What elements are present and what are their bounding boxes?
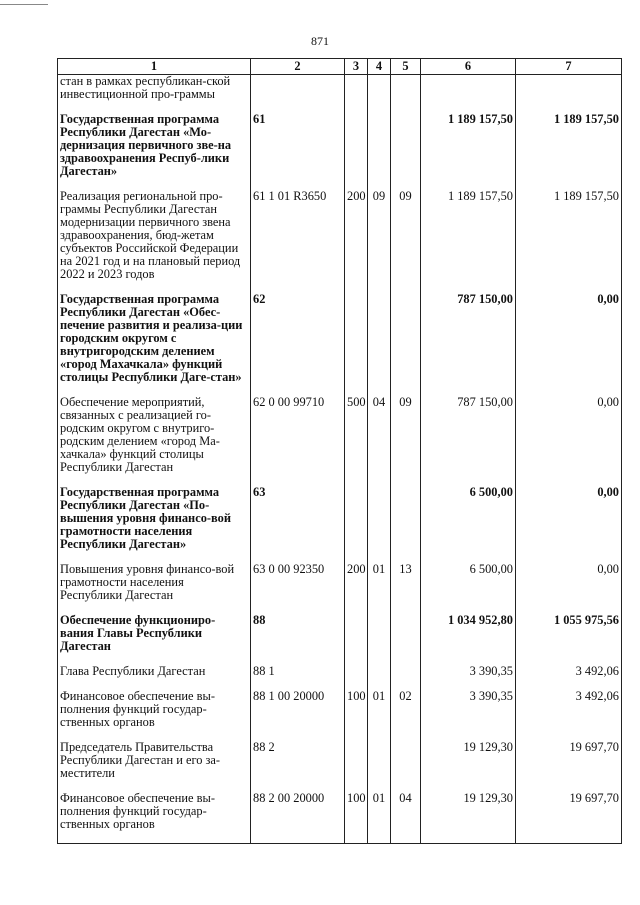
row-col4: 01: [368, 792, 391, 844]
row-name: Государственная программа Республики Дагестан «По-вышения уровня финансо-вой грамотности населения Республики Дагестан»: [58, 486, 251, 563]
row-code: 62: [251, 293, 345, 396]
row-col5: [391, 75, 421, 114]
row-col4: 04: [368, 396, 391, 486]
row-col5: 02: [391, 690, 421, 741]
table-row: [58, 75, 622, 114]
row-col4: [368, 665, 391, 690]
table-row: [58, 190, 622, 293]
row-amount-col7: 1 055 975,56: [516, 614, 622, 665]
row-col5: 09: [391, 190, 421, 293]
row-col3: [345, 665, 368, 690]
row-name: Реализация региональной про-граммы Республики Дагестан модернизации первичного звена здравоохранения, бюд-жетам субъектов Российской Федерации на 2021 год и на плановый период 2022 и 2023 годов: [58, 190, 251, 293]
row-col3: [345, 293, 368, 396]
row-amount-col6: 1 189 157,50: [421, 190, 516, 293]
table-row: [58, 665, 622, 690]
row-col5: [391, 486, 421, 563]
row-col5: [391, 113, 421, 190]
row-amount-col7: 1 189 157,50: [516, 190, 622, 293]
row-amount-col7: 1 189 157,50: [516, 113, 622, 190]
row-col3: [345, 75, 368, 114]
row-col4: [368, 113, 391, 190]
row-code: 88 1 00 20000: [251, 690, 345, 741]
row-amount-col6: 3 390,35: [421, 665, 516, 690]
row-amount-col6: [421, 75, 516, 114]
row-col3: 200: [345, 190, 368, 293]
row-col4: 01: [368, 690, 391, 741]
row-col5: [391, 741, 421, 792]
table-row: [58, 293, 622, 396]
row-col5: [391, 665, 421, 690]
row-col4: [368, 75, 391, 114]
row-col3: 500: [345, 396, 368, 486]
row-name: Обеспечение мероприятий, связанных с реализацией го-родским округом с внутриго-родским делением «город Ма-хачкала» функций столицы Республики Дагестан: [58, 396, 251, 486]
row-col3: 200: [345, 563, 368, 614]
table-row: [58, 113, 622, 190]
row-amount-col6: 1 189 157,50: [421, 113, 516, 190]
row-name: стан в рамках республикан-ской инвестиционной про-граммы: [58, 75, 251, 114]
row-amount-col6: 1 034 952,80: [421, 614, 516, 665]
row-name: Государственная программа Республики Дагестан «Обес-печение развития и реализа-ции городским округом с внутригородским делением «город Махачкала» функций столицы Республики Даге-стан»: [58, 293, 251, 396]
table-row: [58, 396, 622, 486]
table-row: [58, 792, 622, 844]
row-name: Глава Республики Дагестан: [58, 665, 251, 690]
row-name: Обеспечение функциониро-вания Главы Республики Дагестан: [58, 614, 251, 665]
row-code: 63 0 00 92350: [251, 563, 345, 614]
row-amount-col6: 19 129,30: [421, 741, 516, 792]
row-amount-col6: 6 500,00: [421, 563, 516, 614]
column-header: 2: [251, 59, 345, 75]
row-col3: 100: [345, 690, 368, 741]
row-amount-col7: 19 697,70: [516, 741, 622, 792]
row-col4: [368, 614, 391, 665]
row-code: 63: [251, 486, 345, 563]
row-name: Финансовое обеспечение вы-полнения функций государ-ственных органов: [58, 690, 251, 741]
row-code: 62 0 00 99710: [251, 396, 345, 486]
row-code: 88: [251, 614, 345, 665]
row-col3: [345, 741, 368, 792]
row-amount-col7: 0,00: [516, 563, 622, 614]
header-row: [58, 59, 622, 75]
row-col5: 09: [391, 396, 421, 486]
row-amount-col6: 19 129,30: [421, 792, 516, 844]
column-header: 6: [421, 59, 516, 75]
row-amount-col6: 787 150,00: [421, 293, 516, 396]
row-col4: 01: [368, 563, 391, 614]
column-header: 7: [516, 59, 622, 75]
row-name: Председатель Правительства Республики Дагестан и его за-местители: [58, 741, 251, 792]
row-amount-col7: 0,00: [516, 293, 622, 396]
row-code: 88 2: [251, 741, 345, 792]
row-code: 88 2 00 20000: [251, 792, 345, 844]
column-header: 5: [391, 59, 421, 75]
row-code: 88 1: [251, 665, 345, 690]
row-code: 61 1 01 R3650: [251, 190, 345, 293]
table-row: [58, 486, 622, 563]
table-row: [58, 690, 622, 741]
row-col3: [345, 113, 368, 190]
row-amount-col6: 787 150,00: [421, 396, 516, 486]
row-amount-col7: 0,00: [516, 396, 622, 486]
row-col4: [368, 293, 391, 396]
row-col5: [391, 614, 421, 665]
row-code: 61: [251, 113, 345, 190]
row-name: Повышения уровня финансо-вой грамотности населения Республики Дагестан: [58, 563, 251, 614]
row-col5: [391, 293, 421, 396]
page-number: 871: [311, 34, 329, 48]
column-header: 4: [368, 59, 391, 75]
column-header: 3: [345, 59, 368, 75]
top-rule: [0, 4, 48, 5]
budget-table: [57, 58, 622, 844]
row-col4: [368, 486, 391, 563]
row-amount-col7: 3 492,06: [516, 665, 622, 690]
row-col3: [345, 486, 368, 563]
row-amount-col7: [516, 75, 622, 114]
row-name: Государственная программа Республики Дагестан «Мо-дернизация первичного зве-на здравоохранения Респуб-лики Дагестан»: [58, 113, 251, 190]
row-code: [251, 75, 345, 114]
table-row: [58, 741, 622, 792]
row-name: Финансовое обеспечение вы-полнения функций государ-ственных органов: [58, 792, 251, 844]
row-col3: [345, 614, 368, 665]
column-header: 1: [58, 59, 251, 75]
row-amount-col7: 3 492,06: [516, 690, 622, 741]
row-amount-col6: 3 390,35: [421, 690, 516, 741]
row-col4: 09: [368, 190, 391, 293]
table-row: [58, 614, 622, 665]
row-amount-col6: 6 500,00: [421, 486, 516, 563]
row-amount-col7: 0,00: [516, 486, 622, 563]
row-col3: 100: [345, 792, 368, 844]
row-col5: 04: [391, 792, 421, 844]
row-amount-col7: 19 697,70: [516, 792, 622, 844]
row-col5: 13: [391, 563, 421, 614]
row-col4: [368, 741, 391, 792]
table-row: [58, 563, 622, 614]
